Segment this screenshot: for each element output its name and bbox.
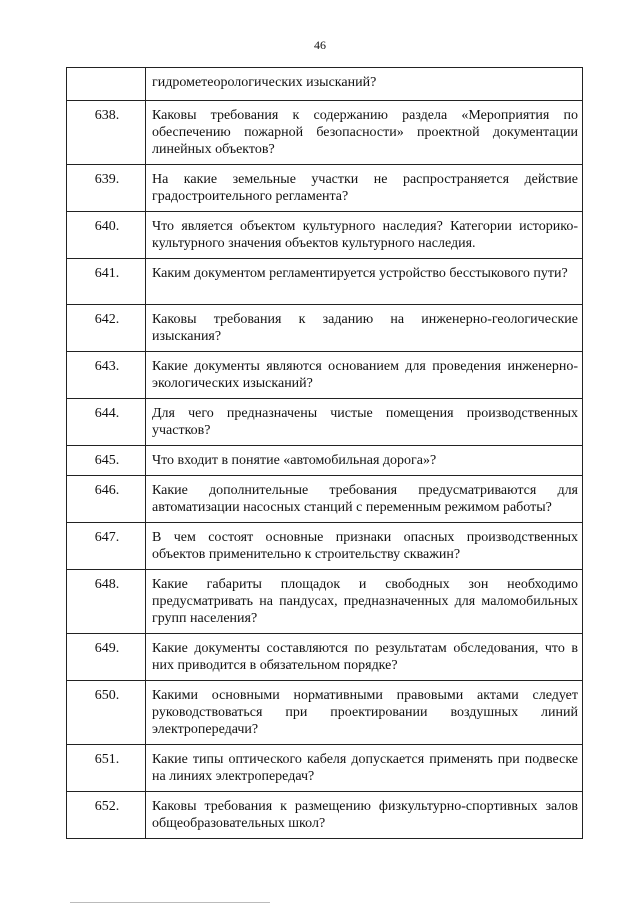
question-text: Каковы требования к размещению физкультурно-спортивных залов общеобразовательных школ? (146, 792, 583, 839)
question-number: 647. (67, 523, 146, 570)
question-text: Каковы требования к заданию на инженерно-геологические изыскания? (146, 305, 583, 352)
question-number: 651. (67, 745, 146, 792)
table-row (67, 570, 583, 634)
table-row (67, 792, 583, 839)
questions-table (66, 67, 583, 839)
question-number: 649. (67, 634, 146, 681)
question-number (67, 68, 146, 101)
table-row (67, 305, 583, 352)
question-number: 643. (67, 352, 146, 399)
table-row (67, 212, 583, 259)
table-row (67, 634, 583, 681)
table-row (67, 745, 583, 792)
question-text: Какие габариты площадок и свободных зон необходимо предусматривать на пандусах, предназначенных для маломобильных групп населения? (146, 570, 583, 634)
page-number: 46 (314, 38, 326, 52)
question-number: 641. (67, 259, 146, 305)
question-number: 645. (67, 446, 146, 476)
table-row (67, 352, 583, 399)
table-row (67, 446, 583, 476)
table-row (67, 101, 583, 165)
question-text: Каковы требования к содержанию раздела «Мероприятия по обеспечению пожарной безопасности» проектной документации линейных объектов? (146, 101, 583, 165)
scan-edge-line (70, 902, 270, 903)
question-number: 644. (67, 399, 146, 446)
question-text: В чем состоят основные признаки опасных производственных объектов применительно к строительству скважин? (146, 523, 583, 570)
table-row (67, 259, 583, 305)
question-text: гидрометеорологических изысканий? (146, 68, 583, 101)
table-row (67, 68, 583, 101)
question-number: 646. (67, 476, 146, 523)
question-number: 642. (67, 305, 146, 352)
table-row (67, 165, 583, 212)
question-text: Какие дополнительные требования предусматриваются для автоматизации насосных станций с переменным режимом работы? (146, 476, 583, 523)
table-row (67, 476, 583, 523)
question-text: Какие документы являются основанием для проведения инженерно-экологических изысканий? (146, 352, 583, 399)
question-number: 648. (67, 570, 146, 634)
question-text: Какими основными нормативными правовыми актами следует руководствоваться при проектировании воздушных линий электропередачи? (146, 681, 583, 745)
question-text: Что входит в понятие «автомобильная дорога»? (146, 446, 583, 476)
question-number: 639. (67, 165, 146, 212)
table-row (67, 399, 583, 446)
question-number: 640. (67, 212, 146, 259)
question-text: Что является объектом культурного наследия? Категории историко-культурного значения объектов культурного наследия. (146, 212, 583, 259)
question-text: Каким документом регламентируется устройство бесстыкового пути? (146, 259, 583, 305)
question-text: На какие земельные участки не распространяется действие градостроительного регламента? (146, 165, 583, 212)
question-text: Для чего предназначены чистые помещения производственных участков? (146, 399, 583, 446)
question-number: 650. (67, 681, 146, 745)
table-row (67, 523, 583, 570)
question-text: Какие документы составляются по результатам обследования, что в них приводится в обязательном порядке? (146, 634, 583, 681)
table-row (67, 681, 583, 745)
question-number: 652. (67, 792, 146, 839)
question-text: Какие типы оптического кабеля допускается применять при подвеске на линиях электропередач? (146, 745, 583, 792)
question-number: 638. (67, 101, 146, 165)
